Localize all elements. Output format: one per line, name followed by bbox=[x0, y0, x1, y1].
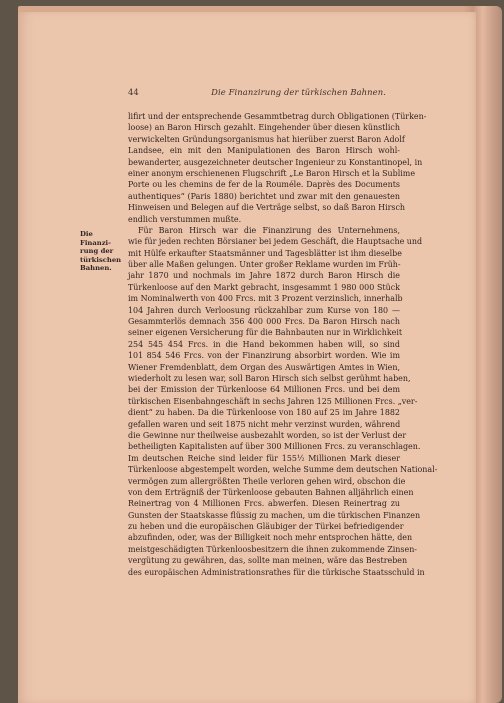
text-line: Gesammterlös demnach 356 400 000 Frcs. Da Baron Hirsch nach bbox=[128, 317, 400, 327]
text-line: wiederholt zu lesen war, soll Baron Hirsch sich selbst gerühmt haben, bbox=[128, 373, 411, 383]
text-line: vermögen zum allergrößten Theile verloren gehen wird, obschon die bbox=[128, 476, 406, 486]
text-line: wie für jeden rechten Börsianer bei jedem Geschäft, die Hauptsache und bbox=[128, 237, 423, 247]
text-line: seiner eigenen Versicherung für die Bahnbauten nur in Wirklichkeit bbox=[128, 328, 403, 338]
text-line: dient“ zu haben. Da die Türkenloose von 180 auf 25 im Jahre 1882 bbox=[128, 408, 400, 418]
text-line: endlich verstummen mußte. bbox=[128, 214, 242, 224]
margin-note-line: Bahnen. bbox=[80, 264, 112, 273]
text-line: über alle Maßen gelungen. Unter großer Reklame wurden im Früh- bbox=[128, 260, 401, 270]
text-line: Landsee, ein mit den Manipulationen des Baron Hirsch wohl- bbox=[128, 146, 400, 156]
text-line: Türkenloose abgestempelt worden, welche Summe dem deutschen National- bbox=[128, 465, 438, 475]
text-line: Reinertrag von 4 Millionen Frcs. abwerfen. Diesen Reinertrag zu bbox=[128, 499, 400, 509]
text-line: authentiques“ (Paris 1880) berichtet und zwar mit den genauesten bbox=[128, 191, 400, 201]
text-line: Türkenloose auf den Markt gebracht, insgesammt 1 980 000 Stück bbox=[128, 282, 400, 292]
text-line: 254 545 454 Frcs. in die Hand bekommen haben will, so sind bbox=[128, 339, 400, 349]
margin-note-line: rung der bbox=[80, 247, 114, 256]
text-line: von dem Erträgniß der Türkenloose gebauten Bahnen alljährlich einen bbox=[128, 487, 414, 497]
margin-note bbox=[80, 230, 126, 273]
text-line: jahr 1870 und nochmals im Jahre 1872 durch Baron Hirsch die bbox=[128, 271, 400, 281]
margin-note-line: Die Finanzi- bbox=[80, 230, 111, 247]
text-line: türkischen Eisenbahngeschäft in sechs Jahren 125 Millionen Frcs. „ver- bbox=[128, 396, 418, 406]
text-line: bei der Emission der Türkenloose 64 Millionen Frcs. und bei dem bbox=[128, 385, 400, 395]
text-line: meistgeschädigten Türkenloosbesitzern die ihnen zukommende Zinsen- bbox=[128, 544, 417, 554]
body-text bbox=[128, 111, 438, 578]
text-line: 104 Jahren durch Verloosung rückzahlbar zum Kurse von 180 — bbox=[128, 305, 400, 315]
text-line: die Gewinne nur theilweise ausbezahlt worden, so ist der Verlust der bbox=[128, 430, 407, 440]
text-line: loose) an Baron Hirsch gezahlt. Eingehender über diesen künstlich bbox=[128, 123, 400, 133]
text-line: verwickelten Gründungsorganismus hat hierüber zuerst Baron Adolf bbox=[128, 134, 405, 144]
page-number: 44 bbox=[128, 87, 139, 97]
text-line: des europäischen Administrationsrathes für die türkische Staatsschuld in bbox=[128, 567, 425, 577]
text-line: Porte ou les chemins de fer de la Rouméle. Daprès des Documents bbox=[128, 180, 400, 190]
text-line: abzufinden, oder, was der Billigkeit noch mehr entsprochen hätte, den bbox=[128, 533, 413, 543]
running-title: Die Finanzirung der türkischen Bahnen. bbox=[211, 87, 386, 97]
text-line: mit Hülfe erkaufter Staatsmänner und Tagesblätter ist ihm dieselbe bbox=[128, 248, 402, 258]
text-line: Im deutschen Reiche sind leider für 155½ Millionen Mark dieser bbox=[128, 453, 400, 463]
running-header bbox=[128, 87, 386, 99]
text-line: vergütung zu gewähren, das, sollte man meinen, wäre das Bestreben bbox=[128, 556, 408, 566]
text-line: gefallen waren und seit 1875 nicht mehr verzinst wurden, während bbox=[128, 419, 401, 429]
text-line: Hinweisen und Belegen auf die Verträge selbst, so daß Baron Hirsch bbox=[128, 203, 406, 213]
text-line: bewanderter, ausgezeichneter deutscher Ingenieur zu Konstantinopel, in bbox=[128, 157, 423, 167]
text-line: zu heben und die europäischen Gläubiger der Türkei befriedigender bbox=[128, 522, 404, 532]
margin-note-line: türkischen bbox=[80, 255, 122, 264]
text-line: betheiligten Kapitalisten auf über 300 Millionen Frcs. zu veranschlagen. bbox=[128, 442, 421, 452]
text-line: Für Baron Hirsch war die Finanzirung des Unternehmens, bbox=[138, 225, 400, 235]
text-line: 101 854 546 Frcs. von der Finanzirung absorbirt worden. Wie im bbox=[128, 351, 400, 361]
text-line: lifirt und der entsprechende Gesammtbetrag durch Obligationen (Türken- bbox=[128, 112, 427, 121]
text-line: im Nominalwerth von 400 Frcs. mit 3 Prozent verzinslich, innerhalb bbox=[128, 294, 403, 304]
text-line: einer anonym erschienenen Flugschrift „Le Baron Hirsch et la Sublime bbox=[128, 168, 416, 178]
text-line: Gunsten der Staatskasse flüssig zu machen, um die türkischen Finanzen bbox=[128, 510, 421, 520]
text-line: Wiener Fremdenblatt, dem Organ des Auswärtigen Amtes in Wien, bbox=[128, 362, 400, 372]
